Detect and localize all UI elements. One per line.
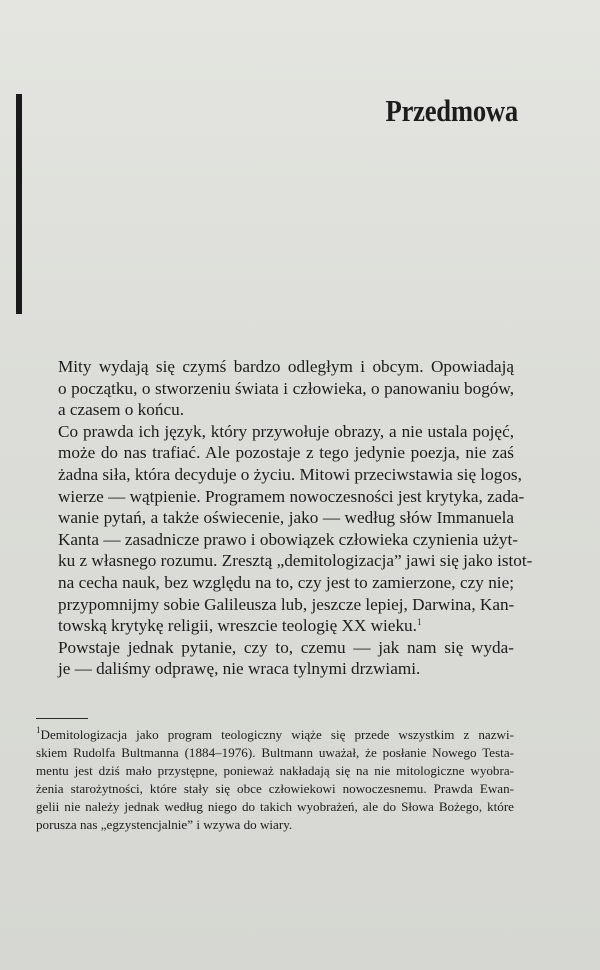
text-line: Mity wydają się czymś bardzo odległym i obcym. Opowiadają: [58, 357, 514, 376]
text-line: Co prawda ich język, który przywołuje obrazy, a nie ustala pojęć,: [58, 421, 514, 441]
chapter-heading: Przedmowa: [385, 93, 518, 128]
footnote-line: mentu jest dziś mało przystępne, ponieważ nakładają się na nie mitologiczne wyobra-: [36, 763, 514, 779]
footnote-separator: [36, 718, 88, 719]
text-line: wierze — wątpienie. Programem nowoczesności jest krytyka, zada-: [58, 486, 525, 506]
text-line: je — daliśmy odprawę, nie wraca tylnymi drzwiami.: [58, 659, 421, 679]
footnote-line-content: Demitologizacja jako program teologiczny wiąże się przede wszystkim z nazwi-: [40, 727, 514, 742]
footnote-line: [36, 726, 514, 744]
footnote-reference[interactable]: 1: [416, 617, 422, 628]
footnote-line: gelii nie należy jednak według niego do takich wyobrażeń, ale do Słowa Bożego, które: [36, 799, 514, 815]
text-line: przypomnijmy sobie Galileusza lub, jeszcze lepiej, Darwina, Kan-: [58, 594, 515, 614]
text-line: ku z własnego rozumu. Zresztą „demitologizacja” jawi się jako istot-: [58, 551, 533, 571]
chapter-side-rule: [16, 94, 22, 314]
text-line: Kanta — zasadnicze prawo i obowiązek człowieka czynienia użyt-: [58, 529, 519, 549]
paragraph-1: [36, 356, 514, 421]
text-line: żadna siła, która decyduje o życiu. Mitowi przeciwstawia się logos,: [58, 464, 522, 484]
footnote-line: skiem Rudolfa Bultmanna (1884–1976). Bultmann uważał, że posłanie Nowego Testa-: [36, 745, 514, 761]
body-text: [36, 356, 533, 680]
text-line: a czasem o końcu.: [58, 400, 184, 420]
text-line-content: towską krytykę religii, wreszcie teologię XX wieku.: [58, 616, 417, 636]
paragraph-2: [36, 421, 533, 637]
text-line: o początku, o stworzeniu świata i człowieka, o panowaniu bogów,: [58, 378, 514, 398]
footnote-mark: 1: [36, 725, 41, 735]
text-line: na cecha nauk, bez względu na to, czy jest to zamierzone, czy nie;: [58, 572, 514, 592]
text-line: [36, 615, 514, 637]
text-line: wanie pytań, a także oświecenie, jako — według słów Immanuela: [58, 508, 514, 528]
text-line: Powstaje jednak pytanie, czy to, czemu — jak nam się wyda-: [58, 637, 514, 657]
footnote: [36, 726, 514, 835]
paragraph-3: [36, 637, 514, 680]
footnote-line: porusza nas „egzystencjalnie” i wzywa do wiary.: [36, 817, 293, 833]
text-line: może do nas trafiać. Ale pozostaje z tego jedynie poezja, nie zaś: [58, 443, 514, 463]
footnote-line: żenia starożytności, które stały się obce człowiekowi nowoczesnemu. Prawda Ewan-: [36, 781, 514, 797]
